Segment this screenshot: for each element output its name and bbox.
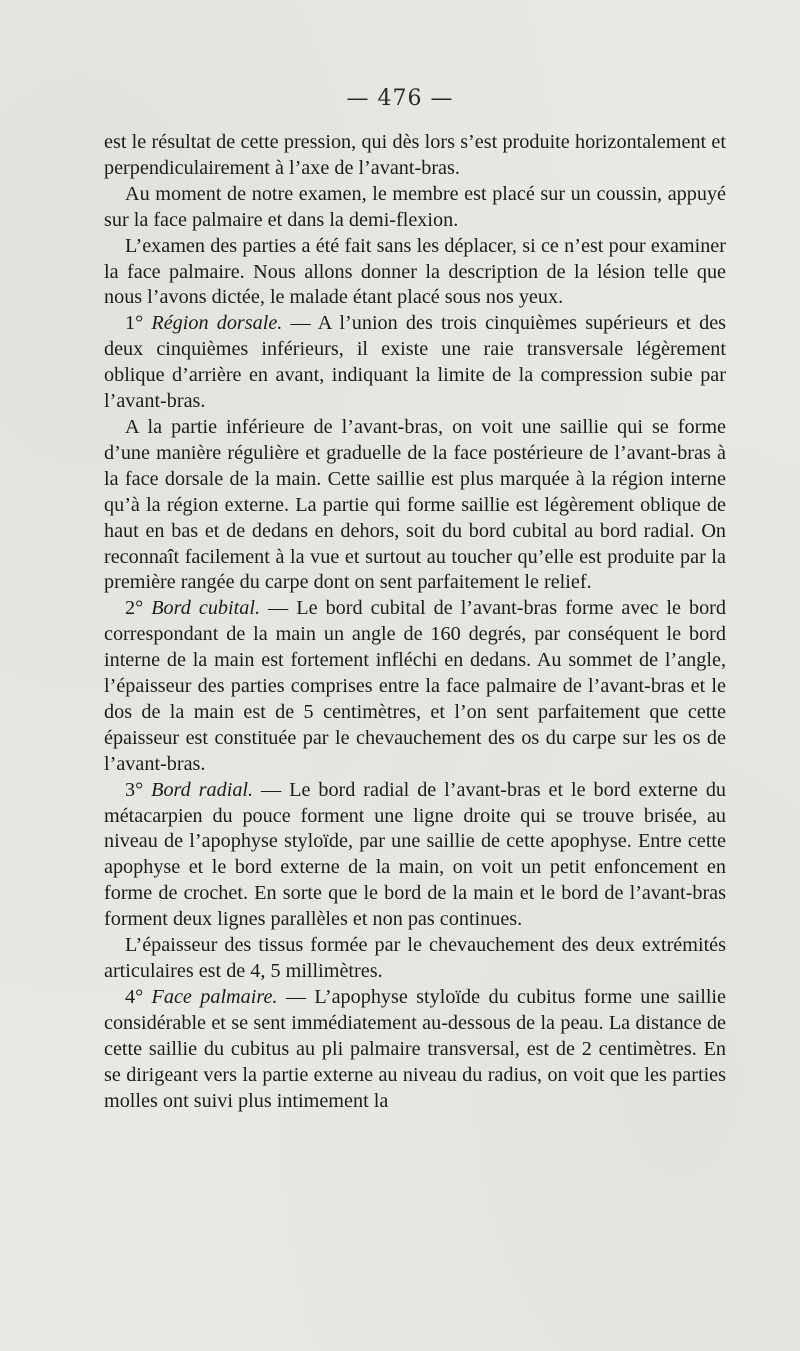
page-body (104, 130, 726, 1114)
paragraph-text: L’épaisseur des tissus formée par le chevauchement des deux extrémités articulaires est de 4, 5 millimètres. (104, 934, 726, 982)
paragraph-text: — L’apophyse styloïde du cubitus forme une saillie considérable et se sent immédiatement au-dessous de la peau. La distance de cette saillie du cubitus au pli palmaire transversal, est de 2 centimètres. En se dirigeant vers la partie externe au niveau du radius, on voit que les parties molles ont suivi plus intimement la (104, 985, 726, 1112)
paragraph-2 (104, 182, 726, 234)
section-heading: Bord cubital. (151, 597, 260, 620)
page-number: — 476 — (346, 86, 454, 111)
paragraph-9 (104, 985, 726, 1115)
section-number: 4° (125, 985, 152, 1008)
paragraph-1 (104, 130, 726, 182)
paragraph-4 (104, 311, 726, 415)
paragraph-6 (104, 596, 726, 777)
paragraph-text: est le résultat de cette pression, qui dès lors s’est produite horizontalement et perpendiculairement à l’axe de l’avant-bras. (104, 131, 726, 179)
section-number: 3° (125, 778, 152, 801)
section-number: 1° (125, 312, 152, 335)
section-heading: Région dorsale. (151, 312, 283, 335)
section-number: 2° (125, 597, 152, 620)
paragraph-text: — Le bord radial de l’avant-bras et le bord externe du métacarpien du pouce forment une ligne droite qui se trouve brisée, au niveau de l’apophyse styloïde, par une saillie de cette apophyse. Entre cette apophyse et le bord externe de la main, on voit un petit enfoncement en forme de crochet. En sorte que le bord de la main et le bord de l’avant-bras forment deux lignes parallèles et non pas continues. (104, 778, 727, 931)
paragraph-text: — Le bord cubital de l’avant-bras forme avec le bord correspondant de la main un angle de 160 degrés, par conséquent le bord interne de la main est fortement infléchi en dedans. Au sommet de l’angle, l’épaisseur des parties comprises entre la face palmaire de l’avant-bras et le dos de la main est de 5 centimètres, et l’on sent parfaitement que cette épaisseur est constituée par le chevauchement des os du carpe sur les os de l’avant-bras. (104, 597, 727, 775)
paragraph-text: Au moment de notre examen, le membre est placé sur un coussin, appuyé sur la face palmaire et dans la demi-flexion. (104, 182, 726, 231)
paragraph-text: A la partie inférieure de l’avant-bras, on voit une saillie qui se forme d’une manière régulière et graduelle de la face postérieure de l’avant-bras à la face dorsale de la main. Cette saillie est plus marquée à la région interne qu’à la région externe. La partie qui forme saillie est légèrement oblique de haut en bas et de dedans en dehors, soit du bord cubital au bord radial. On reconnaît facilement à la vue et surtout au toucher qu’elle est produite par la première rangée du carpe dont on sent parfaitement le relief. (104, 415, 726, 594)
paragraph-8 (104, 933, 726, 985)
paragraph-text: — A l’union des trois cinquièmes supérieurs et des deux cinquièmes inférieurs, il existe une raie transversale légèrement oblique d’arrière en avant, indiquant la limite de la compression subie par l’avant-bras. (104, 312, 727, 413)
paragraph-5 (104, 415, 726, 596)
paragraph-text: L’examen des parties a été fait sans les déplacer, si ce n’est pour examiner la face palmaire. Nous allons donner la description de la lésion telle que nous l’avons dictée, le malade étant placé sous nos yeux. (104, 234, 726, 309)
paragraph-7 (104, 778, 726, 933)
section-heading: Face palmaire. (151, 985, 278, 1008)
section-heading: Bord radial. (151, 778, 254, 801)
paragraph-3 (104, 234, 726, 312)
